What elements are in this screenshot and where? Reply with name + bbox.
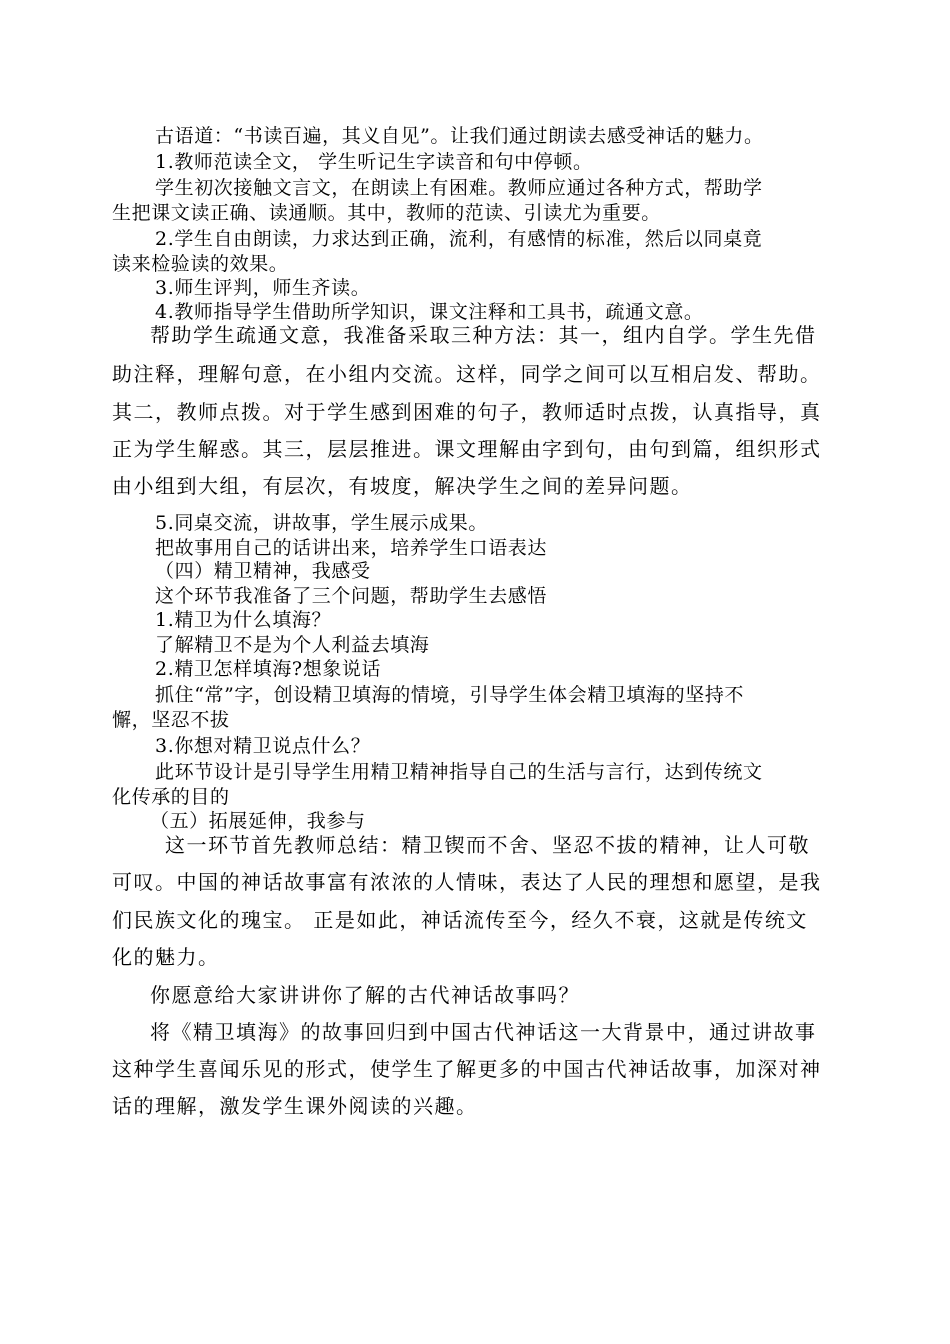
paragraph-line: 由小组到大组，有层次，有坡度，解决学生之间的差异问题。: [112, 474, 693, 498]
section-heading: （四）精卫精神，我感受: [155, 560, 371, 582]
paragraph-line: 化传承的目的: [112, 786, 230, 808]
paragraph-line: 读来检验读的效果。: [112, 253, 289, 275]
paragraph-line: 古语道：“书读百遍，其义自见”。让我们通过朗读去感受神话的魅力。: [155, 125, 764, 147]
paragraph-line: 将《精卫填海》的故事回归到中国古代神话这一大背景中，通过讲故事: [150, 1020, 817, 1044]
paragraph-line: 可叹。中国的神话故事富有浓浓的人情味，表达了人民的理想和愿望，是我: [112, 870, 822, 894]
paragraph-line: 助注释，理解句意，在小组内交流。这样，同学之间可以互相启发、帮助。: [112, 362, 822, 386]
paragraph-line: 正为学生解惑。其三，层层推进。课文理解由字到句，由句到篇，组织形式: [112, 437, 822, 461]
paragraph-line: 2.学生自由朗读，力求达到正确，流利，有感情的标准，然后以同桌竟: [155, 228, 763, 250]
paragraph-line: 学生初次接触文言文，在朗读上有困难。教师应通过各种方式，帮助学: [155, 177, 763, 199]
paragraph-line: 把故事用自己的话讲出来，培养学生口语表达: [155, 537, 548, 559]
paragraph-line: 你愿意给大家讲讲你了解的古代神话故事吗？: [150, 983, 580, 1007]
paragraph-line: 了解精卫不是为个人利益去填海: [155, 634, 430, 656]
paragraph-line: 3.你想对精卫说点什么？: [155, 735, 371, 757]
paragraph-line: 3.师生评判，师生齐读。: [155, 277, 371, 299]
paragraph-line: 1.教师范读全文， 学生听记生字读音和句中停顿。: [155, 151, 593, 173]
paragraph-line: 们民族文化的瑰宝。 正是如此，神话流传至今，经久不衰，这就是传统文: [112, 908, 808, 932]
paragraph-line: 此环节设计是引导学生用精卫精神指导自己的生活与言行，达到传统文: [155, 761, 763, 783]
paragraph-line: 懈，坚忍不拔: [112, 709, 230, 731]
paragraph-line: 帮助学生疏通文意，我准备采取三种方法：其一，组内自学。学生先借: [150, 323, 817, 347]
paragraph-line: 5.同桌交流，讲故事，学生展示成果。: [155, 512, 488, 534]
paragraph-line: 2.精卫怎样填海?想象说话: [155, 658, 382, 680]
paragraph-line: 这个环节我准备了三个问题，帮助学生去感悟: [155, 585, 548, 607]
paragraph-line: 化的魅力。: [112, 945, 220, 969]
paragraph-line: 话的理解，激发学生课外阅读的兴趣。: [112, 1094, 478, 1118]
paragraph-line: 1.精卫为什么填海？: [155, 609, 332, 631]
paragraph-line: 这一环节首先教师总结：精卫锲而不舍、坚忍不拔的精神，让人可敬: [165, 833, 810, 857]
paragraph-line: 这种学生喜闻乐见的形式，使学生了解更多的中国古代神话故事，加深对神: [112, 1057, 822, 1081]
paragraph-line: 抓住“常”字，创设精卫填海的情境，引导学生体会精卫填海的坚持不: [155, 684, 745, 706]
section-heading: （五）拓展延伸，我参与: [150, 810, 366, 832]
paragraph-line: 生把课文读正确、读通顺。其中，教师的范读、引读尤为重要。: [112, 202, 661, 224]
paragraph-line: 其二，教师点拨。对于学生感到困难的句子，教师适时点拨，认真指导，真: [112, 400, 822, 424]
paragraph-line: 4.教师指导学生借助所学知识，课文注释和工具书，疏通文意。: [155, 301, 704, 323]
